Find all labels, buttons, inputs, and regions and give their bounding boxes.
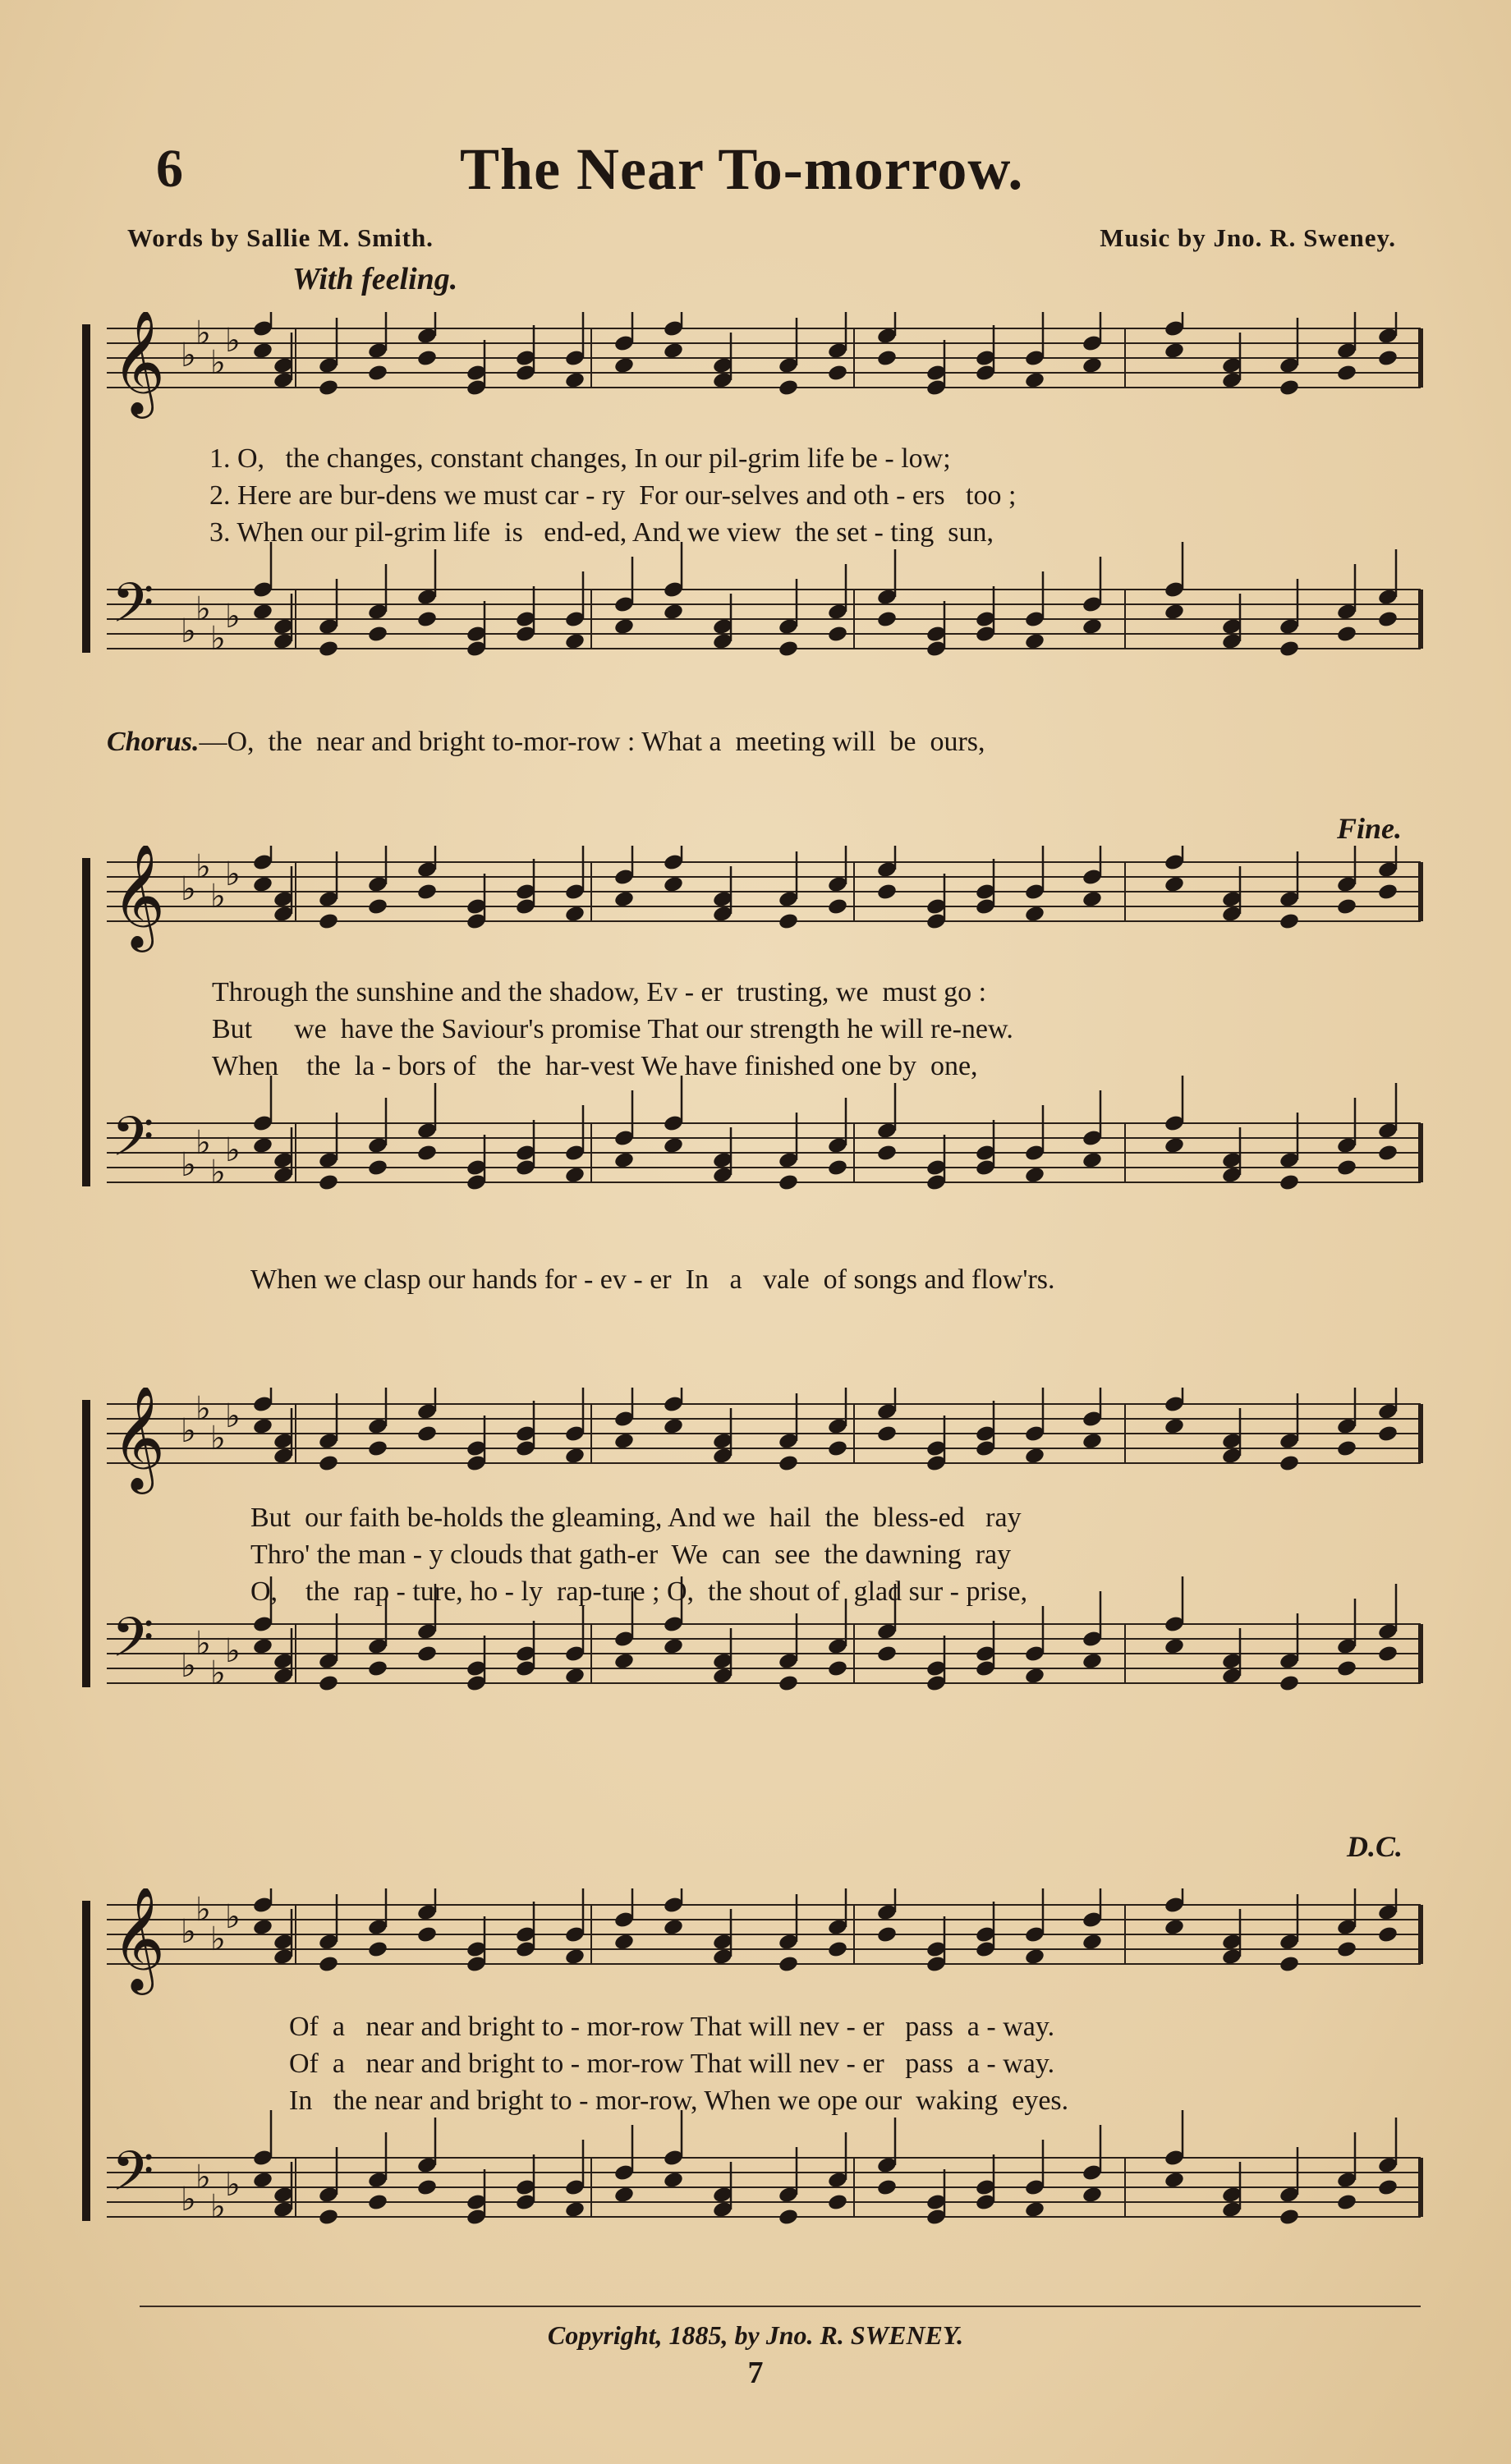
note-head xyxy=(564,2200,586,2219)
note-head xyxy=(367,897,388,916)
flat-icon: ♭ xyxy=(195,1891,211,1929)
music-system-2 xyxy=(82,846,1433,1273)
note-head xyxy=(252,1417,273,1436)
flat-icon: ♭ xyxy=(181,1913,196,1951)
verse-line-3: In the near and bright to - mor-row, When we ope our waking eyes. xyxy=(289,2085,1069,2116)
note-head xyxy=(1082,2186,1103,2205)
note-head xyxy=(613,890,635,909)
flat-icon: ♭ xyxy=(210,878,226,915)
note-head xyxy=(1377,1645,1398,1663)
words-credit: Words by Sallie M. Smith. xyxy=(127,223,434,252)
flat-icon: ♭ xyxy=(210,2188,226,2226)
note-head xyxy=(1279,1955,1300,1974)
note-head xyxy=(367,2193,388,2212)
note-head xyxy=(1024,1447,1045,1466)
note-head xyxy=(1024,1667,1045,1686)
note-head xyxy=(1164,1417,1185,1436)
dc-mark: D.C. xyxy=(1347,1830,1403,1863)
copyright-line: Copyright, 1885, by Jno. R. SWENEY. xyxy=(547,2320,964,2350)
note-head xyxy=(663,1637,684,1656)
note-head xyxy=(564,1667,586,1686)
note-head xyxy=(876,1925,898,1944)
note-head xyxy=(1024,2200,1045,2219)
chorus-text: —O, the near and bright to-mor-row : What a meeting will be ours, xyxy=(199,727,985,757)
note-head xyxy=(564,371,586,390)
verse-line-3: When the la - bors of the har-vest We have finished one by one, xyxy=(212,1051,978,1081)
page-number: 7 xyxy=(747,2356,764,2390)
note-head xyxy=(1082,890,1103,909)
note-head xyxy=(416,1144,438,1163)
verse-line-2: Of a near and bright to - mor-row That will nev - er pass a - way. xyxy=(289,2049,1055,2079)
hymn-title: The Near To-morrow. xyxy=(460,136,1024,202)
note-head xyxy=(778,379,799,397)
note-head xyxy=(827,1659,848,1678)
note-head xyxy=(1336,1439,1357,1458)
note-head xyxy=(564,905,586,924)
note-head xyxy=(876,1645,898,1663)
note-head xyxy=(827,1940,848,1959)
note-head xyxy=(367,1940,388,1959)
note-head xyxy=(663,603,684,622)
note-head xyxy=(416,1925,438,1944)
note-head xyxy=(1279,1454,1300,1473)
flat-icon: ♭ xyxy=(210,344,226,382)
treble-clef-icon: 𝄞 xyxy=(112,846,166,948)
bass-clef-icon: 𝄢 xyxy=(112,2140,154,2216)
flat-icon: ♭ xyxy=(225,598,241,636)
note-head xyxy=(1279,912,1300,931)
note-head xyxy=(416,349,438,368)
note-head xyxy=(1377,1425,1398,1443)
note-head xyxy=(1164,1918,1185,1937)
flat-icon: ♭ xyxy=(195,1625,211,1663)
note-head xyxy=(613,617,635,636)
note-head xyxy=(1082,617,1103,636)
note-head xyxy=(827,897,848,916)
note-head xyxy=(663,2171,684,2190)
note-head xyxy=(778,1674,799,1693)
note-head xyxy=(827,364,848,383)
note-head xyxy=(318,1454,339,1473)
note-head xyxy=(1377,883,1398,902)
note-head xyxy=(613,1933,635,1952)
flat-icon: ♭ xyxy=(181,870,196,908)
flat-icon: ♭ xyxy=(195,590,211,628)
note-head xyxy=(1024,1948,1045,1966)
note-head xyxy=(318,379,339,397)
note-head xyxy=(564,632,586,651)
note-head xyxy=(1082,356,1103,375)
verse-line-2: 2. Here are bur-dens we must car - ry For our-selves and oth - ers too ; xyxy=(209,480,1017,511)
note-head xyxy=(1279,379,1300,397)
flat-icon: ♭ xyxy=(181,613,196,650)
note-head xyxy=(1377,349,1398,368)
note-head xyxy=(318,1173,339,1192)
note-head xyxy=(367,1439,388,1458)
note-head xyxy=(778,1454,799,1473)
note-head xyxy=(318,2208,339,2227)
flat-icon: ♭ xyxy=(225,2166,241,2204)
note-head xyxy=(1336,897,1357,916)
note-head xyxy=(1024,371,1045,390)
note-head xyxy=(876,1425,898,1443)
note-head xyxy=(663,875,684,894)
chorus-line-2: When we clasp our hands for - ev - er In a vale of songs and flow'rs. xyxy=(250,1264,1055,1295)
treble-clef-icon: 𝄞 xyxy=(112,1388,166,1489)
note-head xyxy=(1164,1136,1185,1155)
note-head xyxy=(613,1652,635,1671)
note-head xyxy=(1164,875,1185,894)
bass-clef-icon: 𝄢 xyxy=(112,1105,154,1182)
note-head xyxy=(1024,632,1045,651)
flat-icon: ♭ xyxy=(181,1647,196,1685)
music-system-3 xyxy=(82,1388,1433,1765)
flat-icon: ♭ xyxy=(210,1420,226,1457)
note-head xyxy=(252,1637,273,1656)
note-head xyxy=(1279,1173,1300,1192)
note-head xyxy=(1336,1940,1357,1959)
note-head xyxy=(778,1955,799,1974)
note-head xyxy=(252,342,273,360)
note-head xyxy=(252,875,273,894)
note-head xyxy=(778,2208,799,2227)
note-head xyxy=(1377,1925,1398,1944)
flat-icon: ♭ xyxy=(195,1124,211,1162)
note-head xyxy=(416,1425,438,1443)
note-head xyxy=(1164,603,1185,622)
note-head xyxy=(367,625,388,644)
flat-icon: ♭ xyxy=(210,1154,226,1191)
flat-icon: ♭ xyxy=(195,2159,211,2196)
note-head xyxy=(613,1432,635,1451)
note-head xyxy=(663,1918,684,1937)
footer-rule xyxy=(140,2306,1421,2307)
bass-clef-icon: 𝄢 xyxy=(112,1606,154,1682)
note-head xyxy=(1082,1933,1103,1952)
flat-icon: ♭ xyxy=(225,856,241,893)
tempo-marking: With feeling. xyxy=(292,262,458,296)
note-head xyxy=(564,1948,586,1966)
note-head xyxy=(613,356,635,375)
note-head xyxy=(367,364,388,383)
note-head xyxy=(1082,1652,1103,1671)
flat-icon: ♭ xyxy=(210,1654,226,1692)
verse-line-3: 3. When our pil-grim life is end-ed, And we view the set - ting sun, xyxy=(209,517,994,548)
note-head xyxy=(876,610,898,629)
note-head xyxy=(416,2178,438,2197)
note-head xyxy=(564,1166,586,1185)
note-head xyxy=(1336,2193,1357,2212)
note-head xyxy=(564,1447,586,1466)
note-head xyxy=(318,1955,339,1974)
note-head xyxy=(318,640,339,658)
note-head xyxy=(416,1645,438,1663)
treble-clef-icon: 𝄞 xyxy=(112,1888,166,1990)
note-head xyxy=(613,2186,635,2205)
note-head xyxy=(1279,1674,1300,1693)
note-head xyxy=(1336,364,1357,383)
flat-icon: ♭ xyxy=(181,1412,196,1450)
note-head xyxy=(252,1136,273,1155)
flat-icon: ♭ xyxy=(225,1898,241,1936)
flat-icon: ♭ xyxy=(195,314,211,352)
note-head xyxy=(1377,1144,1398,1163)
note-head xyxy=(367,1159,388,1177)
note-head xyxy=(252,2171,273,2190)
music-credit: Music by Jno. R. Sweney. xyxy=(1100,223,1396,252)
flat-icon: ♭ xyxy=(181,1146,196,1184)
flat-icon: ♭ xyxy=(181,2181,196,2219)
verse-line-2: But we have the Saviour's promise That our strength he will re-new. xyxy=(212,1014,1013,1044)
verse-line-1: But our faith be-holds the gleaming, And we hail the bless-ed ray xyxy=(250,1503,1022,1533)
flat-icon: ♭ xyxy=(225,322,241,360)
note-head xyxy=(663,342,684,360)
music-system-4 xyxy=(82,1888,1433,2283)
note-head xyxy=(1164,1637,1185,1656)
note-head xyxy=(876,883,898,902)
note-head xyxy=(1024,905,1045,924)
note-head xyxy=(778,912,799,931)
note-head xyxy=(318,1674,339,1693)
flat-icon: ♭ xyxy=(225,1632,241,1670)
flat-icon: ♭ xyxy=(195,1390,211,1428)
note-head xyxy=(367,1659,388,1678)
flat-icon: ♭ xyxy=(210,620,226,658)
note-head xyxy=(1082,1151,1103,1170)
verse-line-2: Thro' the man - y clouds that gath-er We can see the dawning ray xyxy=(250,1539,1012,1570)
note-head xyxy=(1377,610,1398,629)
note-head xyxy=(252,603,273,622)
note-head xyxy=(778,1173,799,1192)
note-head xyxy=(1164,2171,1185,2190)
verse-line-1: Through the sunshine and the shadow, Ev - er trusting, we must go : xyxy=(212,977,987,1007)
note-head xyxy=(1164,342,1185,360)
note-head xyxy=(876,2178,898,2197)
note-head xyxy=(827,625,848,644)
note-head xyxy=(1377,2178,1398,2197)
note-head xyxy=(1279,2208,1300,2227)
note-head xyxy=(1336,625,1357,644)
note-head xyxy=(827,1439,848,1458)
flat-icon: ♭ xyxy=(225,1397,241,1435)
verse-line-3: O, the rap - ture, ho - ly rap-ture ; O, the shout of glad sur - prise, xyxy=(250,1576,1028,1607)
flat-icon: ♭ xyxy=(181,337,196,374)
flat-icon: ♭ xyxy=(225,1131,241,1169)
note-head xyxy=(827,2193,848,2212)
note-head xyxy=(827,1159,848,1177)
flat-icon: ♭ xyxy=(195,848,211,886)
note-head xyxy=(252,1918,273,1937)
note-head xyxy=(1336,1659,1357,1678)
note-head xyxy=(1336,1159,1357,1177)
bass-clef-icon: 𝄢 xyxy=(112,571,154,648)
note-head xyxy=(663,1417,684,1436)
note-head xyxy=(876,349,898,368)
note-head xyxy=(876,1144,898,1163)
note-head xyxy=(416,883,438,902)
note-head xyxy=(1279,640,1300,658)
note-head xyxy=(1082,1432,1103,1451)
note-head xyxy=(663,1136,684,1155)
verse-line-1: Of a near and bright to - mor-row That will nev - er pass a - way. xyxy=(289,2012,1055,2042)
flat-icon: ♭ xyxy=(210,1920,226,1958)
music-system-1 xyxy=(82,312,1433,739)
fine-mark: Fine. xyxy=(1337,812,1403,845)
chorus-line-1 xyxy=(107,727,985,758)
verse-line-1: 1. O, the changes, constant changes, In our pil-grim life be - low; xyxy=(209,443,951,474)
note-head xyxy=(416,610,438,629)
note-head xyxy=(613,1151,635,1170)
chorus-label: Chorus. xyxy=(107,727,200,757)
treble-clef-icon: 𝄞 xyxy=(112,312,166,414)
note-head xyxy=(778,640,799,658)
note-head xyxy=(318,912,339,931)
hymn-number: 6 xyxy=(156,139,183,199)
note-head xyxy=(1024,1166,1045,1185)
